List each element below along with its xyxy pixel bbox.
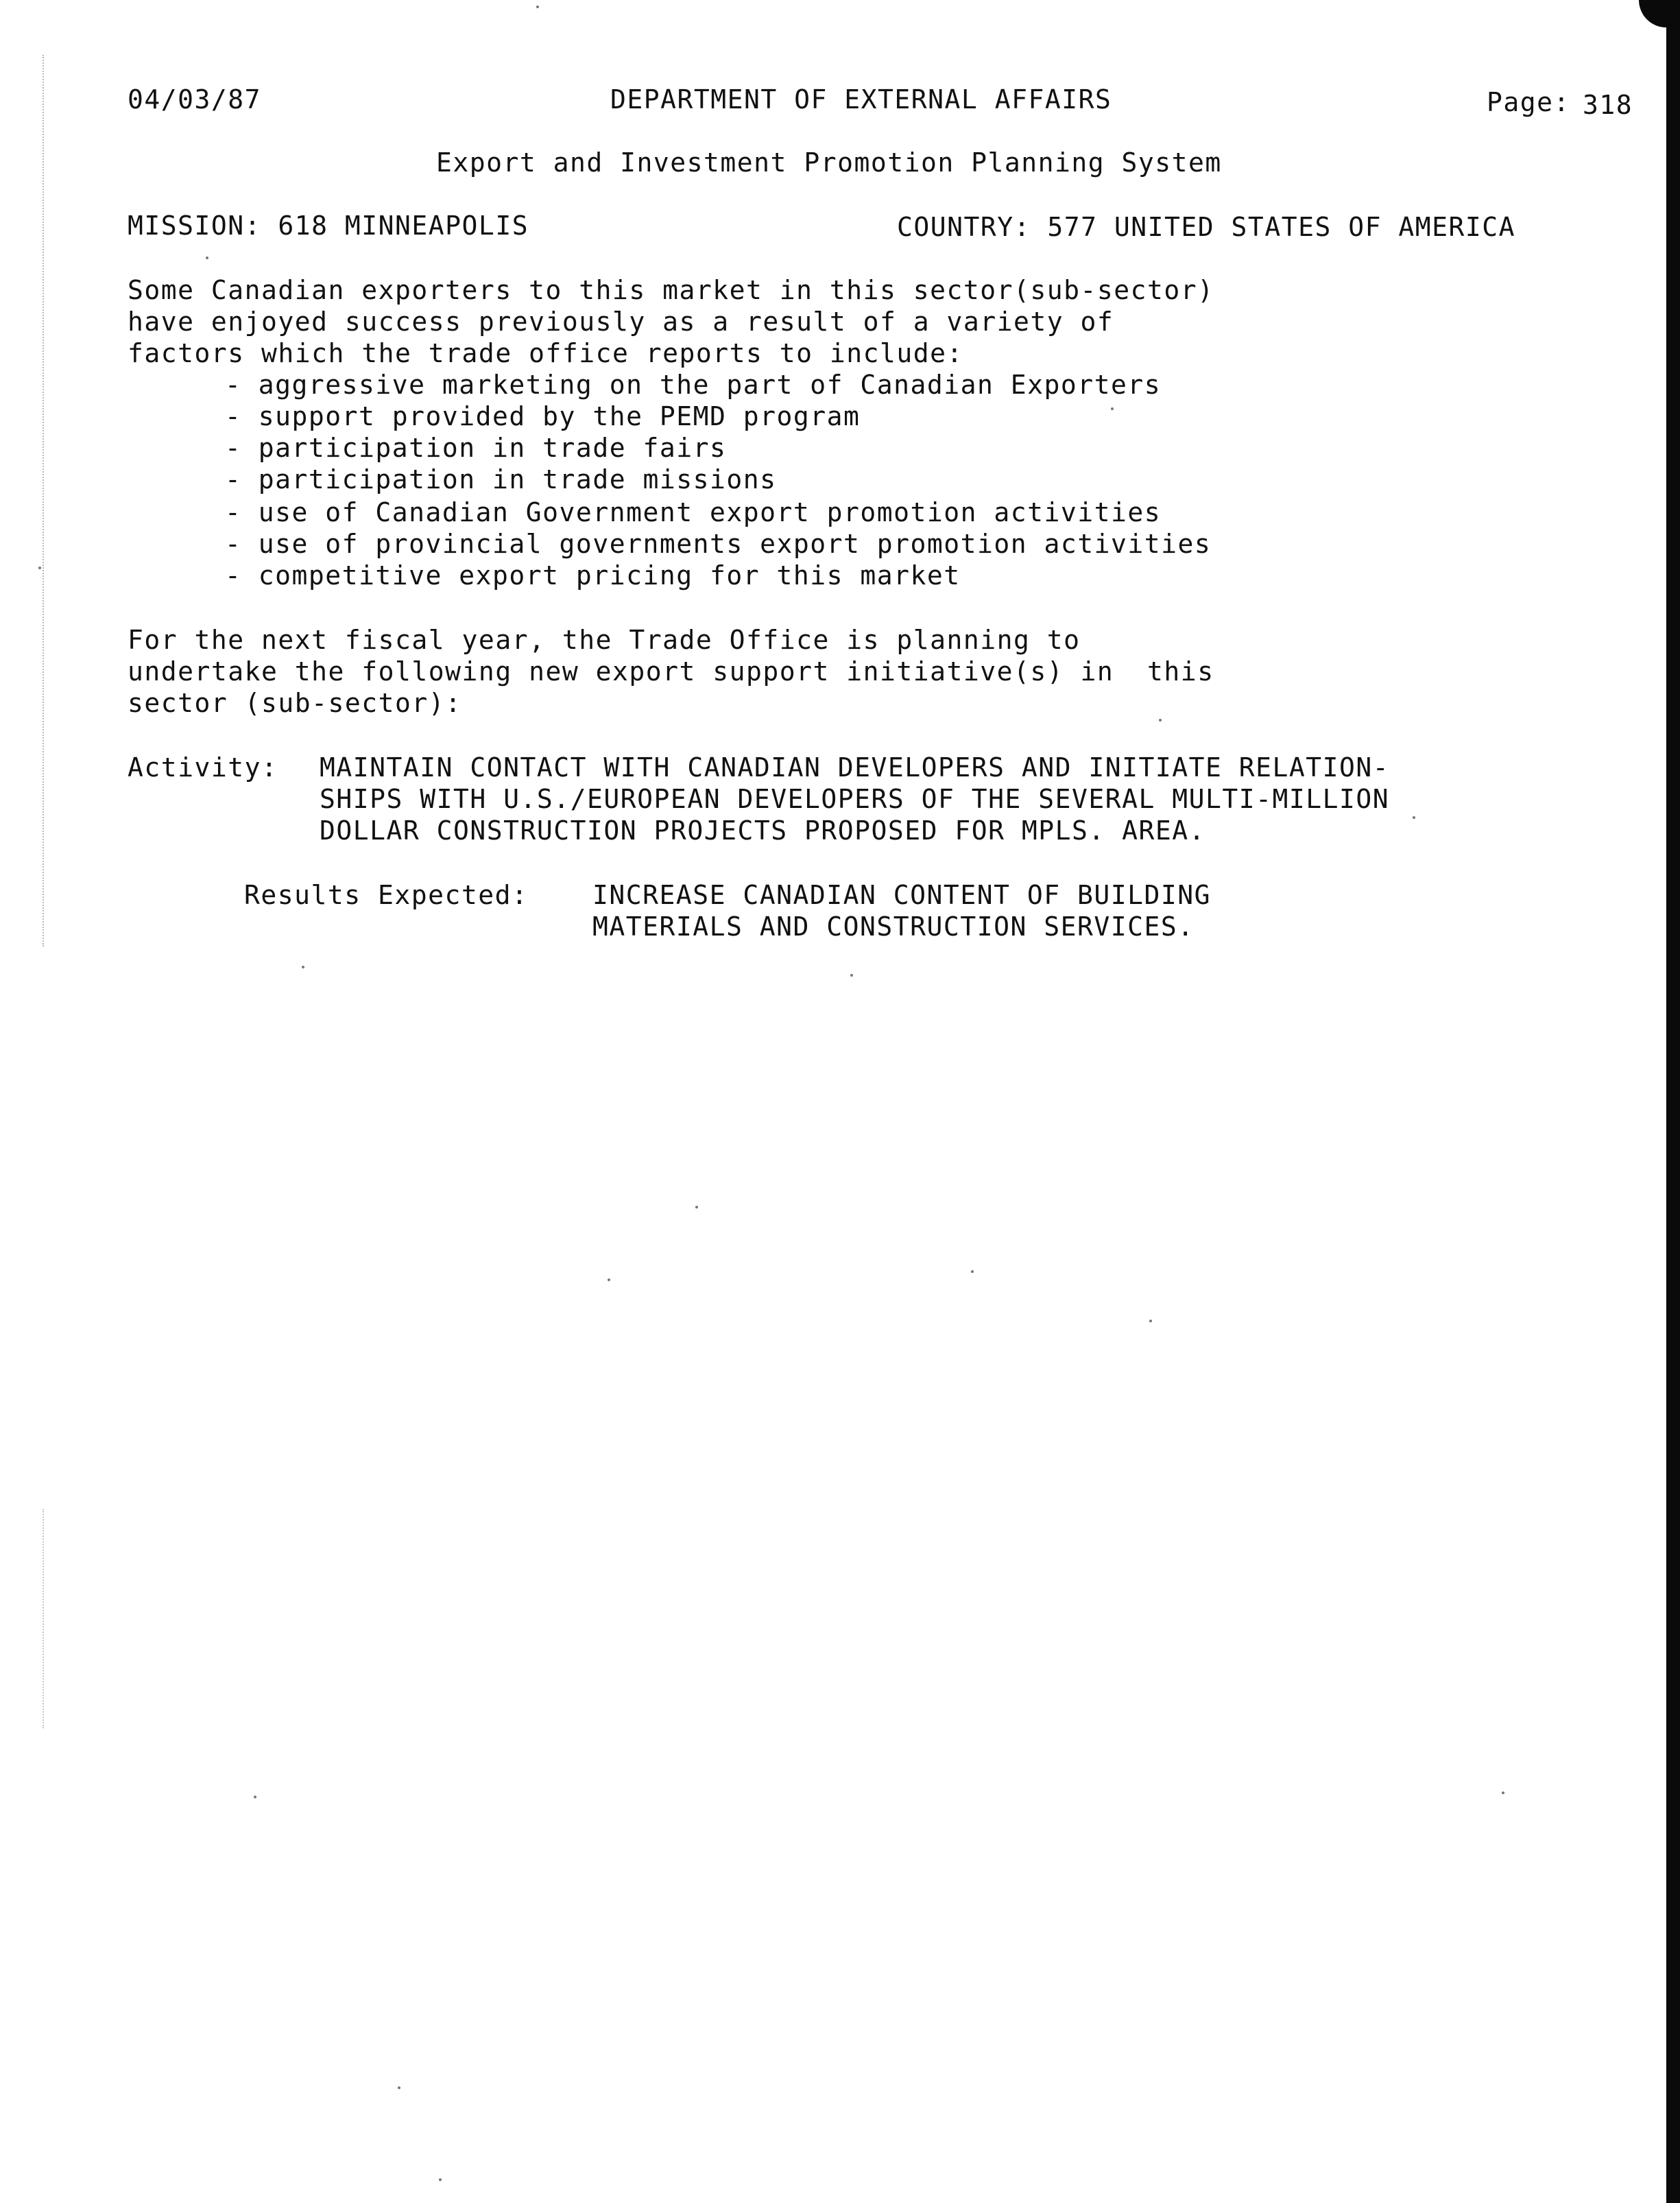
intro-line: have enjoyed success previously as a result of a variety of xyxy=(128,307,1114,337)
factor-item: - use of provincial governments export promotion activities xyxy=(225,529,1212,559)
results-line: MATERIALS AND CONSTRUCTION SERVICES. xyxy=(592,912,1195,942)
intro-line: Some Canadian exporters to this market in this sector(sub-sector) xyxy=(128,275,1214,305)
mission-label: MISSION: 618 MINNEAPOLIS xyxy=(128,211,529,241)
scan-speck xyxy=(398,2086,400,2089)
factor-item: - use of Canadian Government export promotion activities xyxy=(225,497,1162,527)
results-label: Results Expected: xyxy=(244,880,529,910)
scan-speck xyxy=(608,1278,610,1281)
scan-edge-corner xyxy=(1639,0,1680,27)
activity-line: MAINTAIN CONTACT WITH CANADIAN DEVELOPERS AND INITIATE RELATION- xyxy=(320,752,1390,783)
scan-speck xyxy=(850,974,853,977)
plan-line: sector (sub-sector): xyxy=(128,688,462,718)
scan-speck xyxy=(254,1796,256,1798)
results-line: INCREASE CANADIAN CONTENT OF BUILDING xyxy=(592,880,1211,910)
scan-speck xyxy=(1149,1320,1152,1322)
scan-speck xyxy=(1111,407,1114,410)
plan-line: For the next fiscal year, the Trade Office is planning to xyxy=(128,625,1081,655)
factor-item: - competitive export pricing for this market xyxy=(225,560,961,591)
scan-speck xyxy=(536,5,539,8)
scan-edge xyxy=(1666,0,1680,2203)
factor-item: - participation in trade fairs xyxy=(225,433,727,463)
factor-item: - support provided by the PEMD program xyxy=(225,401,861,431)
scan-speck xyxy=(38,567,41,569)
system-title: Export and Investment Promotion Planning System xyxy=(436,147,1222,178)
scan-speck xyxy=(1502,1791,1504,1794)
intro-line: factors which the trade office reports to include: xyxy=(128,338,963,368)
country-label: COUNTRY: 577 UNITED STATES OF AMERICA xyxy=(897,212,1515,242)
scan-speck xyxy=(1413,816,1415,819)
scan-speck xyxy=(1159,719,1162,722)
margin-rule xyxy=(43,1509,44,1728)
plan-line: undertake the following new export support initiative(s) in this xyxy=(128,656,1214,687)
header-department: DEPARTMENT OF EXTERNAL AFFAIRS xyxy=(610,84,1112,115)
scan-speck xyxy=(695,1206,698,1208)
activity-line: DOLLAR CONSTRUCTION PROJECTS PROPOSED FOR MPLS. AREA. xyxy=(320,815,1206,846)
activity-label: Activity: xyxy=(128,752,278,783)
factor-item: - participation in trade missions xyxy=(225,464,777,495)
scan-speck xyxy=(302,966,304,968)
header-page-number: 318 xyxy=(1583,90,1633,120)
scan-speck xyxy=(971,1270,974,1273)
header-date: 04/03/87 xyxy=(128,84,262,115)
scan-speck xyxy=(206,257,208,259)
factor-item: - aggressive marketing on the part of Canadian Exporters xyxy=(225,370,1162,400)
margin-rule xyxy=(43,55,44,946)
scan-speck xyxy=(439,2178,442,2181)
header-page-label: Page: xyxy=(1487,87,1570,117)
activity-line: SHIPS WITH U.S./EUROPEAN DEVELOPERS OF THE SEVERAL MULTI-MILLION xyxy=(320,784,1390,814)
